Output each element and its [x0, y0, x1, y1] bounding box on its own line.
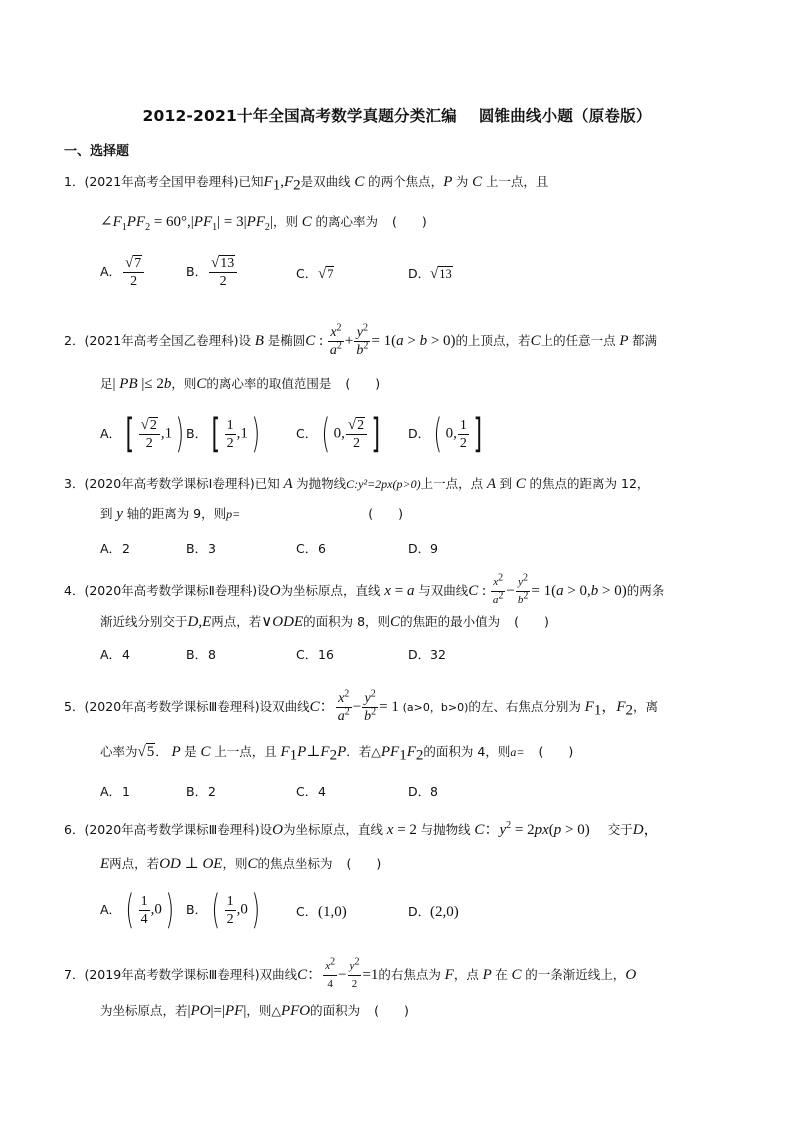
question-1-line-2: $\angle F_1PF_2 = 60^\circ,|PF_1| = 3|PF_2|$，则 C 的离心率为 ( ): [100, 214, 427, 233]
page-title: 2012-2021十年全国高考数学真题分类汇编 圆锥曲线小题（原卷版）: [142, 107, 652, 125]
question-7-line-2: 为坐标原点，若|PO|=|PF|，则△PFO的面积为 ( ): [100, 1003, 409, 1019]
question-1-line-1: 1．(2021年高考全国甲卷理科)已知$F_1,F_2$是双曲线 C 的两个焦点，P 为 C 上一点，且: [64, 174, 549, 194]
question-3-line-1: 3．(2020年高考数学课标Ⅰ卷理科)已知 A 为抛物线C:y²=2px(p>0)上一点，点 A 到 C 的焦点的距离为 12，: [64, 476, 650, 492]
question-6-line-1: 6．(2020年高考数学课标Ⅲ卷理科)设O为坐标原点，直线 x = 2 与抛物线 C：$y^2 = 2px(p > 0)$ 交于D，: [64, 820, 659, 838]
question-2-line-2: 足| PB |≤ 2b，则C的离心率的取值范围是 ( ): [100, 376, 381, 392]
question-4-line-1: 4．(2020年高考数学课标Ⅱ卷理科)设O为坐标原点，直线 x = a 与双曲线C : $\frac{x^2}{a^2}$ − $\frac{y^2}{b^2}$ = 1(a > 0,b > 0)的两条: [64, 572, 665, 606]
question-5-line-2: 心率为√5． P 是 C 上一点，且 $F_1P\perp F_2P$．若$\triangle PF_1F_2$的面积为 4，则a= ( ): [100, 744, 574, 764]
question-3-line-2: 到 y 轴的距离为 9，则p= ( ): [100, 506, 403, 522]
question-4-line-2: 渐近线分别交于D,E两点，若∨ODE的面积为 8，则C的焦距的最小值为 ( ): [100, 614, 549, 630]
question-7-line-1: 7．(2019年高考数学课标Ⅲ卷理科)双曲线C： $\frac{x^2}{4}$ − $\frac{y^2}{2}$ =1的右焦点为 F，点 P 在 C 的一条渐近线上，O: [64, 956, 637, 990]
question-6-line-2: E两点，若OD ⊥ OE，则C的焦点坐标为 ( ): [100, 856, 382, 872]
question-2-line-1: 2．(2021年高考全国乙卷理科)设 B 是椭圆C : $\frac{x^2}{a^2}$ + $\frac{y^2}{b^2}$ = 1(a > b > 0)的上顶点，若C上的任意一点 P 都满: [64, 322, 658, 358]
section-heading: 一、选择题: [64, 144, 130, 159]
question-5-line-1: 5．(2020年高考数学课标Ⅲ卷理科)设双曲线C： $\frac{x^2}{a^2}$ − $\frac{y^2}{b^2}$ = 1 (a>0，b>0)的左、右焦点分别为 $F_1$，$F_2$，离: [64, 688, 659, 724]
